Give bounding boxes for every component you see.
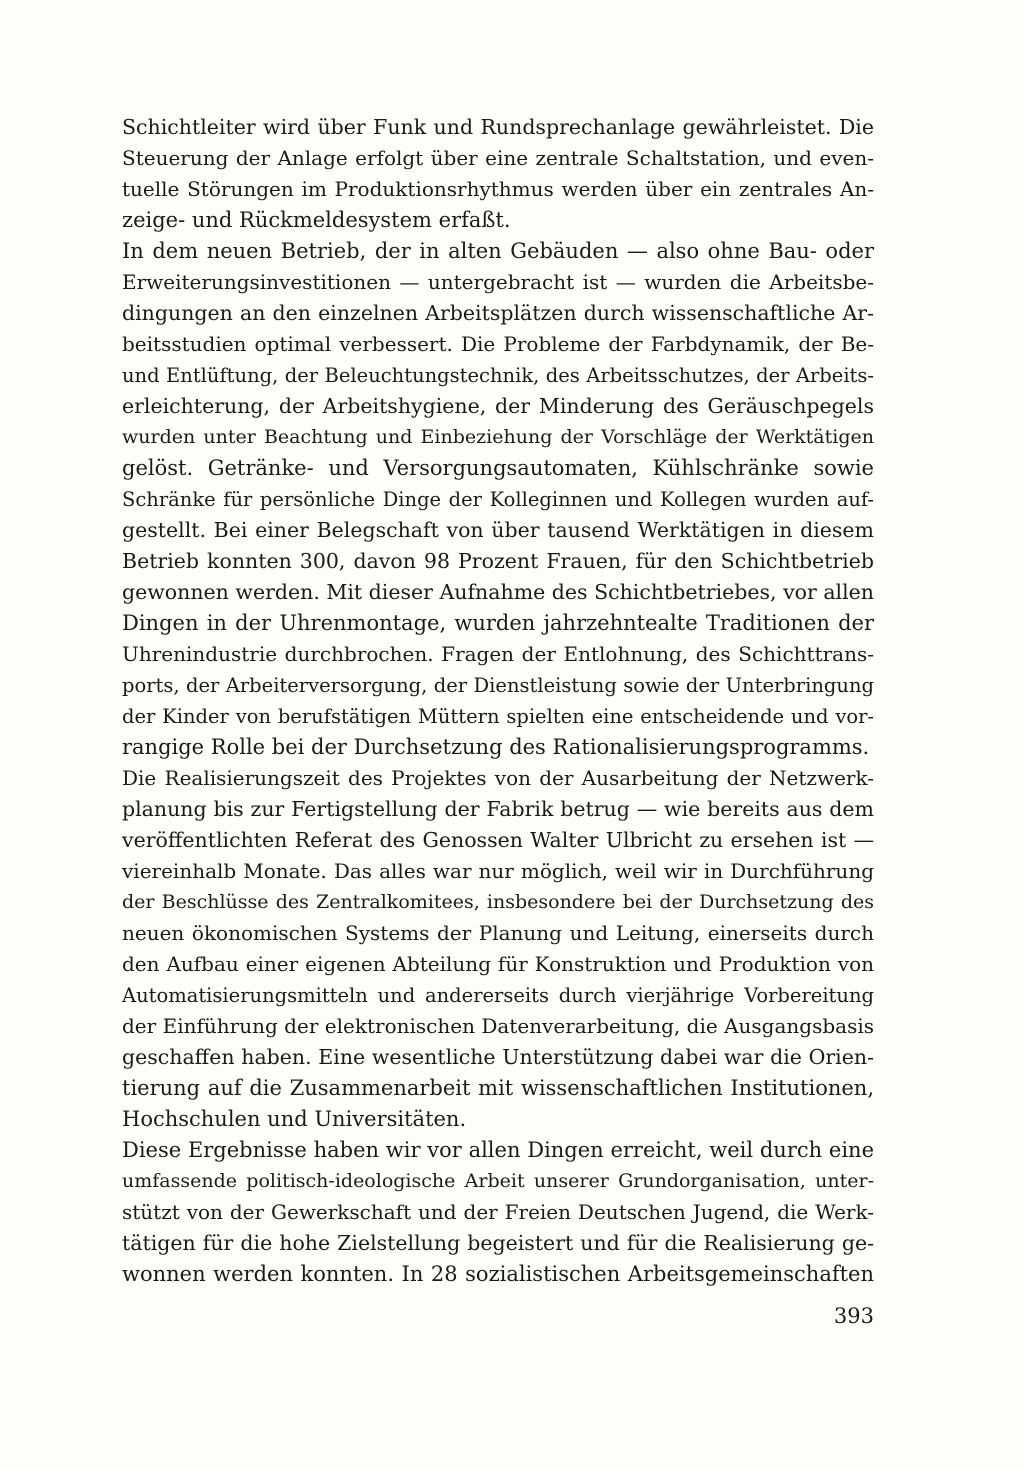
text-line: erleichterung, der Arbeitshygiene, der Minderung des Geräuschpegels — [122, 394, 874, 418]
text-line: der Kinder von berufstätigen Müttern spielten eine entscheidende und vor- — [122, 705, 874, 728]
text-line: beitsstudien optimal verbessert. Die Probleme der Farbdynamik, der Be- — [122, 332, 874, 356]
text-line: veröffentlichten Referat des Genossen Walter Ulbricht zu ersehen ist — — [122, 828, 874, 852]
text-line: wurden unter Beachtung und Einbeziehung der Vorschläge der Werktätigen — [122, 426, 874, 448]
text-line: ports, der Arbeiterversorgung, der Dienstleistung sowie der Unterbringung — [122, 674, 874, 697]
paragraph-first-line: Diese Ergebnisse haben wir vor allen Dingen erreicht, weil durch eine — [122, 1138, 874, 1162]
text-line: Uhrenindustrie durchbrochen. Fragen der Entlohnung, des Schichttrans- — [122, 642, 874, 666]
text-line: der Beschlüsse des Zentralkomitees, insbesondere bei der Durchsetzung des — [122, 891, 874, 913]
text-line: gelöst. Getränke- und Versorgungsautomaten, Kühlschränke sowie — [122, 456, 874, 480]
text-line: gestellt. Bei einer Belegschaft von über tausend Werktätigen in diesem — [122, 518, 874, 542]
page-number: 393 — [833, 1304, 874, 1328]
text-line: tierung auf die Zusammenarbeit mit wissenschaftlichen Institutionen, — [122, 1076, 874, 1100]
body-text — [122, 112, 874, 1290]
text-line: Betrieb konnten 300, davon 98 Prozent Frauen, für den Schichtbetrieb — [122, 549, 874, 573]
text-line: der Einführung der elektronischen Datenverarbeitung, die Ausgangsbasis — [122, 1014, 874, 1038]
paragraph-first-line: In dem neuen Betrieb, der in alten Gebäuden — also ohne Bau- oder — [122, 239, 874, 263]
text-line: dingungen an den einzelnen Arbeitsplätzen durch wissenschaftliche Ar- — [122, 301, 874, 325]
text-line: und Entlüftung, der Beleuchtungstechnik, des Arbeitsschutzes, der Arbeits- — [122, 364, 874, 387]
text-line: Dingen in der Uhrenmontage, wurden jahrzehntealte Traditionen der — [122, 611, 874, 635]
text-line: Schichtleiter wird über Funk und Rundsprechanlage gewährleistet. Die — [122, 115, 874, 139]
text-line: den Aufbau einer eigenen Abteilung für Konstruktion und Produktion von — [122, 952, 874, 976]
text-line: planung bis zur Fertigstellung der Fabrik betrug — wie bereits aus dem — [122, 797, 874, 821]
text-line: gewonnen werden. Mit dieser Aufnahme des Schichtbetriebes, vor allen — [122, 580, 874, 604]
text-line: stützt von der Gewerkschaft und der Freien Deutschen Jugend, die Werk- — [122, 1200, 874, 1224]
text-line: rangige Rolle bei der Durchsetzung des Rationalisierungsprogramms. — [122, 735, 870, 759]
text-line: Erweiterungsinvestitionen — untergebracht ist — wurden die Arbeitsbe- — [122, 270, 874, 294]
text-line: Schränke für persönliche Dinge der Kolleginnen und Kollegen wurden auf- — [122, 488, 874, 511]
text-line: umfassende politisch-ideologische Arbeit unserer Grundorganisation, unter- — [122, 1170, 874, 1192]
text-line: Hochschulen und Universitäten. — [122, 1107, 467, 1131]
text-line: tuelle Störungen im Produktionsrhythmus werden über ein zentrales An- — [122, 177, 874, 201]
text-line: wonnen werden konnten. In 28 sozialistischen Arbeitsgemeinschaften — [122, 1262, 874, 1286]
text-line: Steuerung der Anlage erfolgt über eine zentrale Schaltstation, und even- — [122, 146, 874, 170]
text-line: viereinhalb Monate. Das alles war nur möglich, weil wir in Durchführung — [122, 859, 874, 883]
text-line: geschaffen haben. Eine wesentliche Unterstützung dabei war die Orien- — [122, 1045, 874, 1069]
text-line: tätigen für die hohe Zielstellung begeistert und für die Realisierung ge- — [122, 1231, 874, 1255]
text-line: neuen ökonomischen Systems der Planung und Leitung, einerseits durch — [122, 921, 874, 945]
text-line: zeige- und Rückmeldesystem erfaßt. — [122, 208, 511, 232]
paragraph-first-line: Die Realisierungszeit des Projektes von der Ausarbeitung der Netzwerk- — [122, 766, 874, 790]
text-line: Automatisierungsmitteln und andererseits durch vierjährige Vorbereitung — [122, 984, 874, 1007]
